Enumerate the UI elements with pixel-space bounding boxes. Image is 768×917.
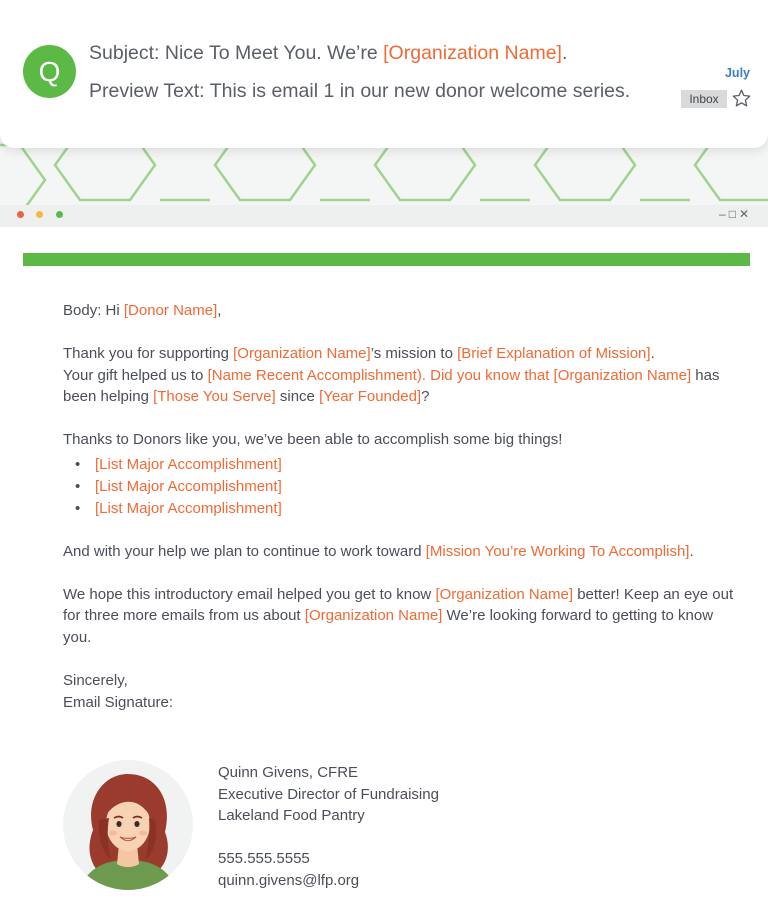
paragraph-help — [63, 541, 743, 563]
p4-text-a: We hope this introductory email helped you get to know — [63, 585, 432, 603]
minimize-button[interactable]: – — [719, 207, 729, 221]
subject-label: Subject: — [89, 42, 160, 64]
sender-avatar: Q — [23, 45, 76, 98]
p1-text-h: has been helping — [63, 366, 720, 406]
p1-text-a: Thank you for supporting — [63, 345, 229, 363]
p1-text-c: ’s mission to — [370, 345, 453, 363]
avatar-portrait-icon — [63, 760, 193, 890]
signature-email[interactable]: quinn.givens@lfp.org — [218, 871, 360, 889]
org-name-placeholder: [Organization Name] — [233, 345, 371, 363]
list-item: • [List Major Accomplishment] — [63, 476, 743, 498]
mission-placeholder: [Brief Explanation of Mission] — [457, 345, 651, 363]
signature-gap — [218, 827, 439, 849]
year-founded-placeholder: [Year Founded] — [319, 388, 422, 406]
preview-label: Preview Text: — [89, 80, 205, 102]
signature-name: Quinn Givens, CFRE — [218, 764, 359, 781]
preview-text: This is email 1 in our new donor welcome series. — [209, 80, 631, 102]
close-button[interactable]: ✕ — [738, 207, 752, 221]
list-item: • [List Major Accomplishment] — [63, 454, 743, 476]
email-preview-card[interactable] — [0, 0, 768, 148]
those-you-serve-placeholder: [Those You Serve] — [153, 388, 276, 406]
p4-text-e: We’re looking forward to getting to know you. — [63, 607, 714, 647]
accomplishment-placeholder: [Name Recent Accomplishment). Did you know that [Organization Name] — [207, 366, 692, 384]
p3-text-c: . — [689, 542, 694, 560]
subject-end: . — [561, 42, 568, 64]
inbox-badge[interactable]: Inbox — [681, 90, 727, 108]
close-dot-icon[interactable] — [17, 211, 24, 218]
maximize-button[interactable]: □ — [728, 207, 739, 221]
email-body — [63, 300, 743, 735]
email-date: July — [724, 66, 750, 80]
paragraph-mission — [63, 343, 743, 408]
mission-working-placeholder: [Mission You’re Working To Accomplish] — [425, 542, 690, 560]
signature-block — [218, 762, 439, 892]
signature-org: Lakeland Food Pantry — [218, 807, 365, 825]
donor-name-placeholder: [Donor Name] — [123, 302, 218, 319]
p1-text-f: Your gift helped us to — [63, 366, 204, 384]
p1-text-j: since — [279, 388, 315, 406]
star-icon[interactable] — [731, 88, 752, 109]
closing: Sincerely, — [63, 672, 128, 690]
hex-pattern-icon — [0, 140, 768, 205]
p3-text-a: And with your help we plan to continue to work toward — [63, 542, 422, 560]
subject-text: Nice To Meet You. We’re — [164, 42, 378, 64]
subject-placeholder: [Organization Name] — [383, 42, 562, 64]
accomplishment-list — [63, 454, 743, 519]
greeting-end: , — [217, 302, 222, 319]
signature-phone[interactable]: 555.555.5555 — [218, 850, 310, 868]
signature-label: Email Signature: — [63, 693, 174, 711]
subject-line — [89, 42, 567, 65]
greeting — [63, 300, 743, 322]
email-header-bar — [23, 253, 750, 266]
greeting-text: Body: Hi — [63, 302, 120, 319]
list-item: • [List Major Accomplishment] — [63, 498, 743, 520]
maximize-dot-icon[interactable] — [56, 211, 63, 218]
paragraph-intro — [63, 584, 743, 649]
p4-text-c: better! Keep an eye out for three more emails from us about — [63, 585, 734, 625]
paragraph-donors: Thanks to Donors like you, we’ve been able to accomplish some big things! — [63, 431, 563, 449]
p1-text-l: ? — [421, 388, 430, 406]
window-controls — [719, 207, 752, 221]
minimize-dot-icon[interactable] — [36, 211, 43, 218]
window-title-bar — [0, 205, 768, 227]
signature-title: Executive Director of Fundraising — [218, 785, 439, 803]
org-name-placeholder: [Organization Name] — [435, 585, 574, 603]
org-name-placeholder: [Organization Name] — [304, 607, 443, 625]
preview-text-line — [89, 80, 630, 103]
p1-text-e: . — [650, 345, 655, 363]
avatar — [63, 760, 193, 890]
